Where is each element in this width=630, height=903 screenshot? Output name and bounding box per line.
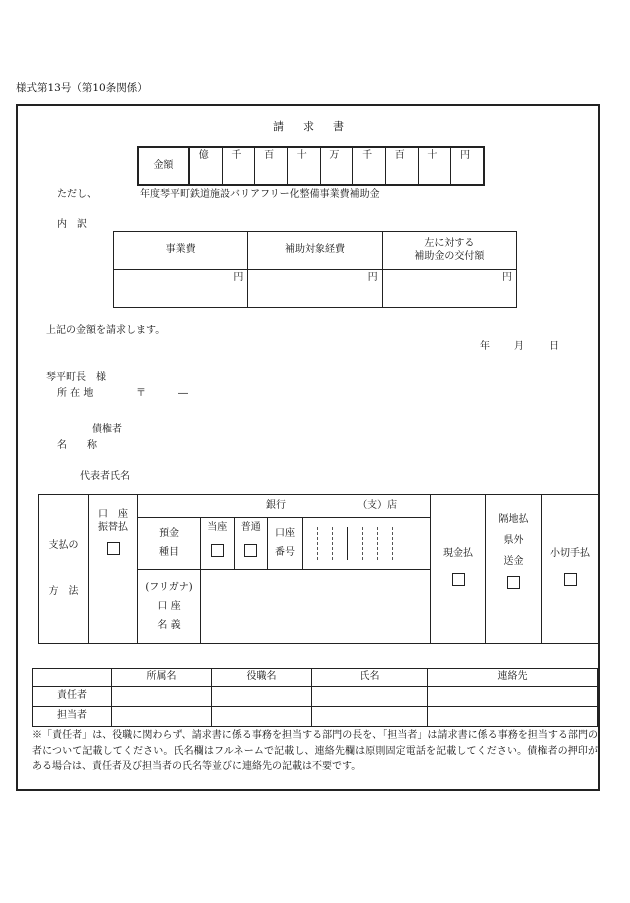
amount-unit-man: 万 [320, 147, 353, 185]
deposit-type-options [201, 517, 268, 569]
toza-checkbox[interactable] [211, 544, 224, 557]
staff-department[interactable] [112, 707, 212, 727]
contacts-table [32, 668, 598, 727]
contacts-header-department: 所属名 [112, 669, 212, 687]
representative-label: 代表者氏名 [80, 471, 130, 482]
transfer-checkbox[interactable] [107, 542, 120, 555]
project-cost-unit: 円 [114, 270, 248, 308]
row-label-responsible: 責任者 [33, 687, 112, 707]
check-cell [542, 495, 599, 644]
payment-method-label-bottom: 方 法 [48, 586, 79, 597]
payment-method-label-top: 支払の [48, 539, 79, 551]
transfer-cell [89, 495, 138, 644]
amount-unit-sen-man: 千 [222, 147, 255, 185]
amount-unit-hyaku-man: 百 [255, 147, 288, 185]
responsible-department[interactable] [112, 687, 212, 707]
subsidy-name: 年度琴平町鉄道施設バリアフリー化整備事業費補助金 [140, 189, 380, 200]
amount-label: 金額 [138, 147, 189, 185]
futsu-checkbox[interactable] [244, 544, 257, 557]
responsible-position[interactable] [212, 687, 312, 707]
note-text: ※「責任者」は、役職に関わらず、請求書に係る事務を担当する部門の長を、「担当者」は請求書に係る事務を担当する部門の者について記載してください。氏名欄はフルネームで記載し、連絡先欄は原則固定電話を記載してください。債権者の押印がある場合は、責任者及び担当者の氏名等並びに連絡先の記載は不要です。 [32, 730, 598, 772]
form-number: 様式第13号（第10条関係） [16, 82, 148, 94]
remote-checkbox[interactable] [507, 576, 520, 589]
account-name-field[interactable] [201, 570, 431, 644]
postal-mark: 〒 [136, 388, 146, 399]
remote-label: 隔地払 県外 送金 [498, 514, 529, 567]
cash-label: 現金払 [443, 548, 473, 559]
page-title: 請 求 書 [273, 120, 348, 133]
date-year: 年 [480, 341, 490, 352]
contacts-header-blank [33, 669, 112, 687]
bank-row [138, 495, 431, 518]
subsidy-amount-unit: 円 [382, 270, 516, 308]
breakdown-table [113, 231, 517, 308]
header-subsidy-amount: 左に対する 補助金の交付額 [382, 232, 516, 270]
futsu-label: 普通 [240, 521, 261, 533]
amount-unit-juu: 十 [418, 147, 451, 185]
payment-method-cell [39, 495, 89, 644]
header-eligible-cost: 補助対象経費 [248, 232, 382, 270]
amount-unit-sen: 千 [353, 147, 386, 185]
account-name-label: (フリガナ) 口 座 名 義 [138, 570, 201, 644]
payment-table [38, 494, 599, 644]
postal-dash: ― [178, 388, 188, 399]
responsible-contact[interactable] [428, 687, 598, 707]
row-label-staff: 担当者 [33, 707, 112, 727]
breakdown-label: 内 訳 [57, 219, 87, 230]
account-number-label: 口座 番号 [268, 517, 303, 569]
eligible-cost-unit: 円 [248, 270, 382, 308]
request-text: 上記の金額を請求します。 [46, 325, 166, 336]
transfer-label: 口 座 振替払 [98, 509, 128, 533]
header-project-cost: 事業費 [114, 232, 248, 270]
cash-cell [431, 495, 486, 644]
deposit-type-label: 預金 種目 [138, 517, 201, 569]
name-label: 名 称 [57, 440, 97, 451]
check-label: 小切手払 [550, 548, 590, 559]
date-month: 月 [514, 341, 524, 352]
amount-table [137, 146, 485, 186]
contacts-header-contact: 連絡先 [428, 669, 598, 687]
cash-checkbox[interactable] [452, 573, 465, 586]
amount-unit-oku: 億 [189, 147, 222, 185]
date-day: 日 [549, 341, 559, 352]
bank-label: 銀行 [266, 499, 286, 511]
tadashi-label: ただし、 [57, 189, 97, 200]
creditor-label: 債権者 [92, 424, 122, 435]
amount-unit-juu-man: 十 [287, 147, 320, 185]
responsible-name[interactable] [312, 687, 428, 707]
toza-label: 当座 [207, 521, 228, 533]
address-label: 所 在 地 [57, 388, 94, 399]
contacts-header-name: 氏名 [312, 669, 428, 687]
contacts-header-position: 役職名 [212, 669, 312, 687]
addressee: 琴平町長 様 [46, 372, 106, 383]
remote-cell [486, 495, 542, 644]
account-number-field[interactable] [303, 517, 431, 569]
staff-contact[interactable] [428, 707, 598, 727]
amount-unit-yen: 円 [451, 147, 484, 185]
amount-unit-hyaku: 百 [385, 147, 418, 185]
staff-name[interactable] [312, 707, 428, 727]
check-checkbox[interactable] [564, 573, 577, 586]
staff-position[interactable] [212, 707, 312, 727]
branch-label: （支）店 [357, 499, 398, 511]
